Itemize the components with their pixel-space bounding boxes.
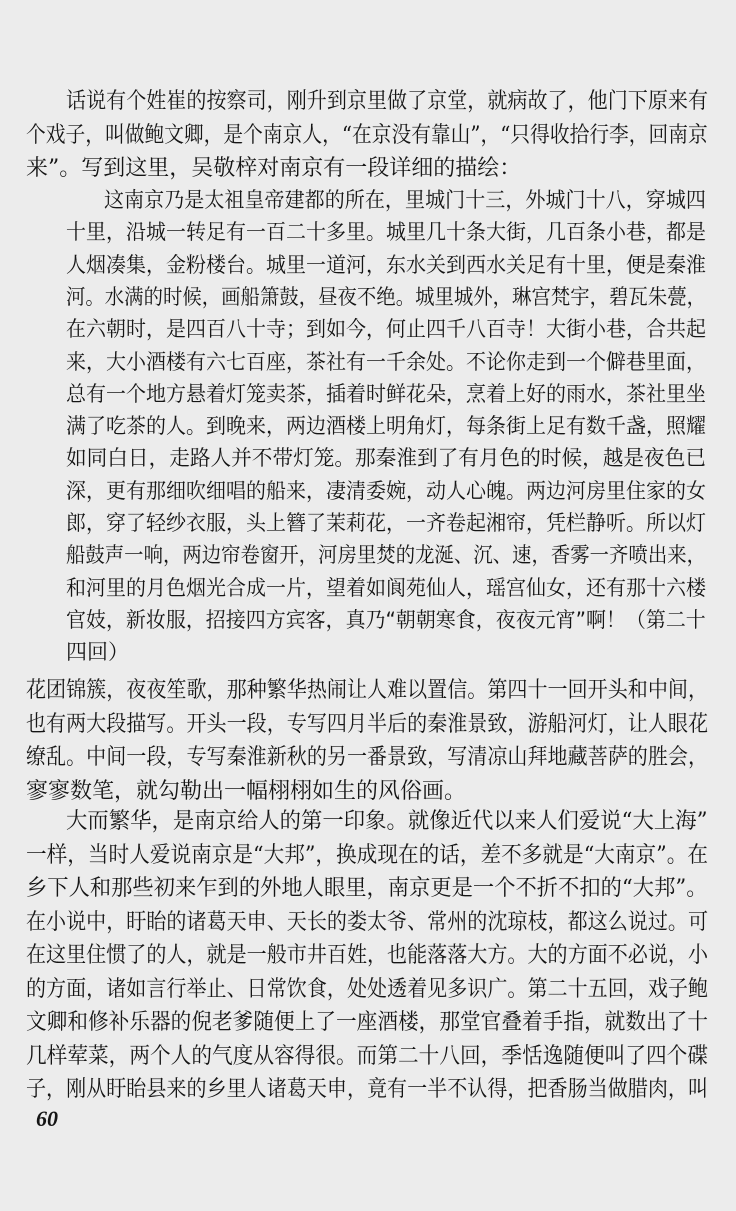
text-line: 满了吃茶的人。到晚来，两边酒楼上明角灯，每条街上足有数千盏，照耀	[66, 414, 706, 439]
text-line: 河。水满的时候，画船箫鼓，昼夜不绝。城里城外，琳宫梵宇，碧瓦朱甍，	[66, 284, 706, 309]
text-line: 深，更有那细吹细唱的船来，凄清委婉，动人心魄。两边河房里住家的女	[66, 478, 706, 503]
text-line: 花团锦簇，夜夜笙歌，那种繁华热闹让人难以置信。第四十一回开头和中间，	[26, 678, 709, 703]
text-line: 人烟凑集，金粉楼台。城里一道河，东水关到西水关足有十里，便是秦淮	[66, 252, 706, 277]
text-line: 来”。写到这里，吴敬梓对南京有一段详细的描绘：	[26, 156, 522, 181]
text-line: 十里，沿城一转足有一百二十多里。城里几十条大街，几百条小巷，都是	[66, 220, 706, 245]
text-line: 的方面，诸如言行举止、日常饮食，处处透着见多识广。第二十五回，戏子鲍	[26, 976, 709, 1002]
text-line: 也有两大段描写。开头一段，专写四月半后的秦淮景致，游船河灯，让人眼花	[26, 711, 709, 737]
text-line: 和河里的月色烟光合成一片，望着如阆苑仙人，瑶宫仙女，还有那十六楼	[66, 575, 706, 600]
page-number: 60	[36, 1106, 58, 1131]
text-line: 来，大小酒楼有六七百座，茶社有一千余处。不论你走到一个僻巷里面，	[66, 349, 706, 374]
text-line: 在小说中，盱眙的诸葛天申、天长的娄太爷、常州的沈琼枝，都这么说过。可	[26, 909, 709, 935]
text-line: 缭乱。中间一段，专写秦淮新秋的另一番景致，写清凉山拜地藏菩萨的胜会，	[26, 745, 709, 770]
text-line: 文卿和修补乐器的倪老爹随便上了一座酒楼，那堂官叠着手指，就数出了十	[26, 1010, 709, 1035]
text-line: 子，刚从盱眙县来的乡里人诸葛天申，竟有一半不认得，把香肠当做腊肉，叫	[26, 1077, 709, 1102]
text-line: 个戏子，叫做鲍文卿，是个南京人，“在京没有靠山”，“只得收拾行李，回南京	[26, 122, 708, 148]
text-line: 这南京乃是太祖皇帝建都的所在，里城门十三，外城门十八，穿城四	[104, 188, 706, 212]
text-line: 一样，当时人爱说南京是“大邦”，换成现在的话，差不多就是“大南京”。在	[26, 842, 708, 868]
text-line: 在这里住惯了的人，就是一般市井百姓，也能落落大方。大的方面不必说，小	[26, 943, 709, 968]
text-line: 总有一个地方悬着灯笼卖茶，插着时鲜花朵，烹着上好的雨水，茶社里坐	[66, 381, 706, 406]
text-line: 如同白日，走路人并不带灯笼。那秦淮到了有月色的时候，越是夜色已	[66, 446, 706, 471]
text-line: 寥寥数笔，就勾勒出一幅栩栩如生的风俗画。	[26, 778, 467, 804]
text-line: 在六朝时，是四百八十寺；到如今，何止四千八百寺！大街小巷，合共起	[66, 317, 706, 342]
text-line: 郎，穿了轻纱衣服，头上簪了茉莉花，一齐卷起湘帘，凭栏静听。所以灯	[66, 511, 706, 535]
text-line: 几样荤菜，两个人的气度从容得很。而第二十八回，季恬逸随便叫了四个碟	[26, 1043, 709, 1069]
text-line: 四回）	[66, 640, 129, 665]
text-line: 船鼓声一响，两边帘卷窗开，河房里焚的龙涎、沉、速，香雾一齐喷出来，	[66, 543, 706, 568]
text-line: 乡下人和那些初来乍到的外地人眼里，南京更是一个不折不扣的“大邦”。	[26, 876, 708, 901]
text-line: 官妓，新妆服，招接四方宾客，真乃“朝朝寒食，夜夜元宵”啊！（第二十	[66, 607, 706, 632]
text-line: 话说有个姓崔的按察司，刚升到京里做了京堂，就病故了，他门下原来有	[66, 89, 709, 114]
text-line: 大而繁华，是南京给人的第一印象。就像近代以来人们爱说“大上海”	[66, 809, 708, 834]
